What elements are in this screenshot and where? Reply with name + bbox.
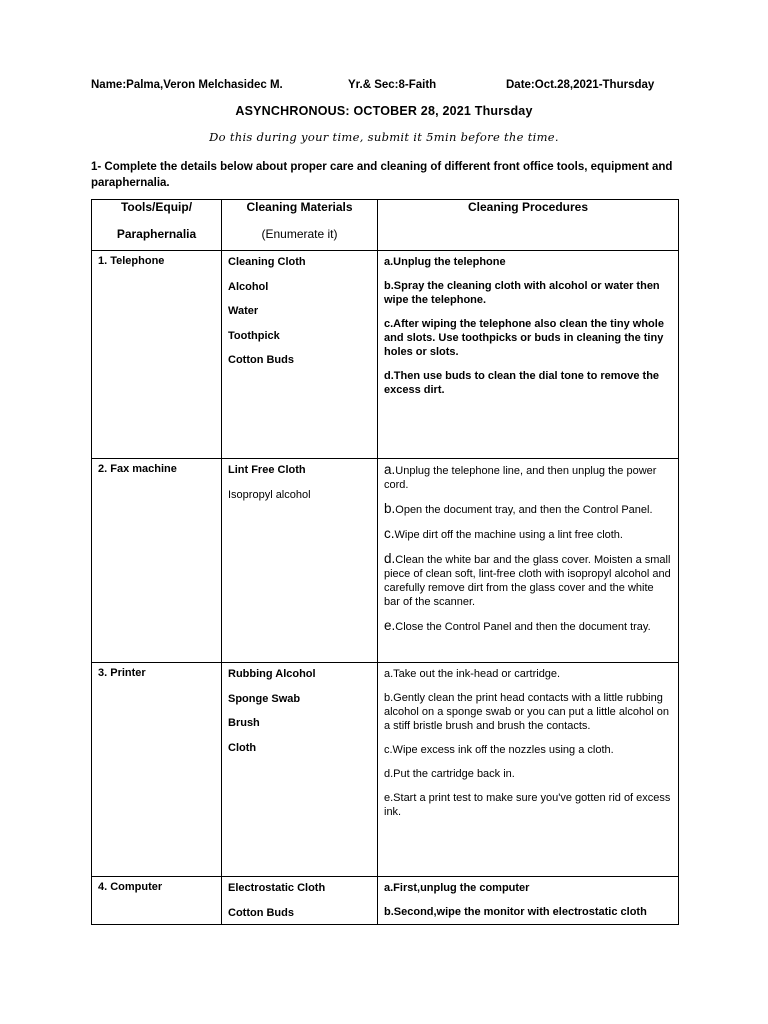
procedure-step: b.Spray the cleaning cloth with alcohol or water then wipe the telephone.	[384, 280, 660, 306]
instruction-text: 1- Complete the details below about proper care and cleaning of different front office tools, equipment and paraphernalia.	[91, 161, 673, 189]
procedures-cell	[378, 459, 679, 663]
procedures-cell	[378, 877, 679, 925]
material-item: Lint Free Cloth	[228, 464, 306, 476]
header-procedures: Cleaning Procedures	[378, 200, 679, 251]
document-title: ASYNCHRONOUS: OCTOBER 28, 2021 Thursday	[235, 104, 533, 118]
header-line	[91, 79, 681, 97]
material-item: Toothpick	[228, 329, 280, 342]
date: Date:Oct.28,2021-Thursday	[506, 79, 655, 91]
procedure-step: d.Put the cartridge back in.	[384, 768, 515, 780]
material-item: Sponge Swab	[228, 692, 301, 705]
procedure-step: b.Open the document tray, and then the Control Panel.	[384, 501, 653, 516]
material-item: Brush	[228, 717, 260, 729]
material-item: Electrostatic Cloth	[228, 882, 326, 894]
material-item: Rubbing Alcohol	[228, 668, 316, 680]
cleaning-table	[91, 199, 679, 925]
year-section: Yr.& Sec:8-Faith	[348, 79, 437, 91]
document-subtitle: Do this during your time, submit it 5min before the time.	[209, 130, 559, 144]
procedure-step: c.Wipe dirt off the machine using a lint free cloth.	[384, 526, 623, 541]
procedure-step: a.First,unplug the computer	[384, 882, 530, 894]
table-row	[92, 251, 679, 459]
procedure-step: a.Unplug the telephone line, and then unplug the power cord.	[384, 462, 657, 491]
tool-name: 1. Telephone	[92, 251, 222, 459]
material-item: Cotton Buds	[228, 906, 294, 919]
procedure-step: d.Then use buds to clean the dial tone to remove the excess dirt.	[384, 370, 660, 396]
material-item: Cloth	[228, 741, 257, 754]
procedure-step: d.Clean the white bar and the glass cover. Moisten a small piece of clean soft, lint-free cloth with isopropyl alcohol and carefully remove dirt from the glass cover and the white bar of the scanner.	[384, 551, 671, 608]
material-item: Isopropyl alcohol	[228, 488, 311, 501]
table-row	[92, 877, 679, 925]
materials-cell	[222, 663, 378, 877]
procedure-step: a.Unplug the telephone	[384, 256, 506, 268]
procedure-step: c.Wipe excess ink off the nozzles using a cloth.	[384, 744, 614, 756]
procedure-step: e.Close the Control Panel and then the document tray.	[384, 618, 651, 633]
tool-name: 3. Printer	[92, 663, 222, 877]
table-header-row	[92, 200, 679, 251]
tool-name: 4. Computer	[92, 877, 222, 925]
procedure-step: c.After wiping the telephone also clean the tiny whole and slots. Use toothpicks or buds in cleaning the tiny holes or slots.	[384, 318, 664, 358]
materials-cell	[222, 877, 378, 925]
header-materials: Cleaning Materials (Enumerate it)	[222, 200, 378, 251]
material-item: Alcohol	[228, 280, 269, 293]
procedures-cell	[378, 251, 679, 459]
table-row	[92, 459, 679, 663]
procedure-step: e.Start a print test to make sure you've gotten rid of excess ink.	[384, 792, 671, 818]
procedure-step: b.Gently clean the print head contacts with a little rubbing alcohol on a sponge swab or you can put a little alcohol on a stiff bristle brush and brush the contacts.	[384, 692, 669, 732]
material-item: Cotton Buds	[228, 354, 294, 366]
tool-name: 2. Fax machine	[92, 459, 222, 663]
material-item: Cleaning Cloth	[228, 256, 306, 268]
materials-cell	[222, 459, 378, 663]
materials-cell	[222, 251, 378, 459]
procedure-step: a.Take out the ink-head or cartridge.	[384, 668, 561, 680]
material-item: Water	[228, 305, 259, 317]
procedure-step: b.Second,wipe the monitor with electrostatic cloth	[384, 906, 647, 918]
student-name: Name:Palma,Veron Melchasidec M.	[91, 79, 283, 91]
header-tools: Tools/Equip/ Paraphernalia	[92, 200, 222, 251]
procedures-cell	[378, 663, 679, 877]
table-row	[92, 663, 679, 877]
